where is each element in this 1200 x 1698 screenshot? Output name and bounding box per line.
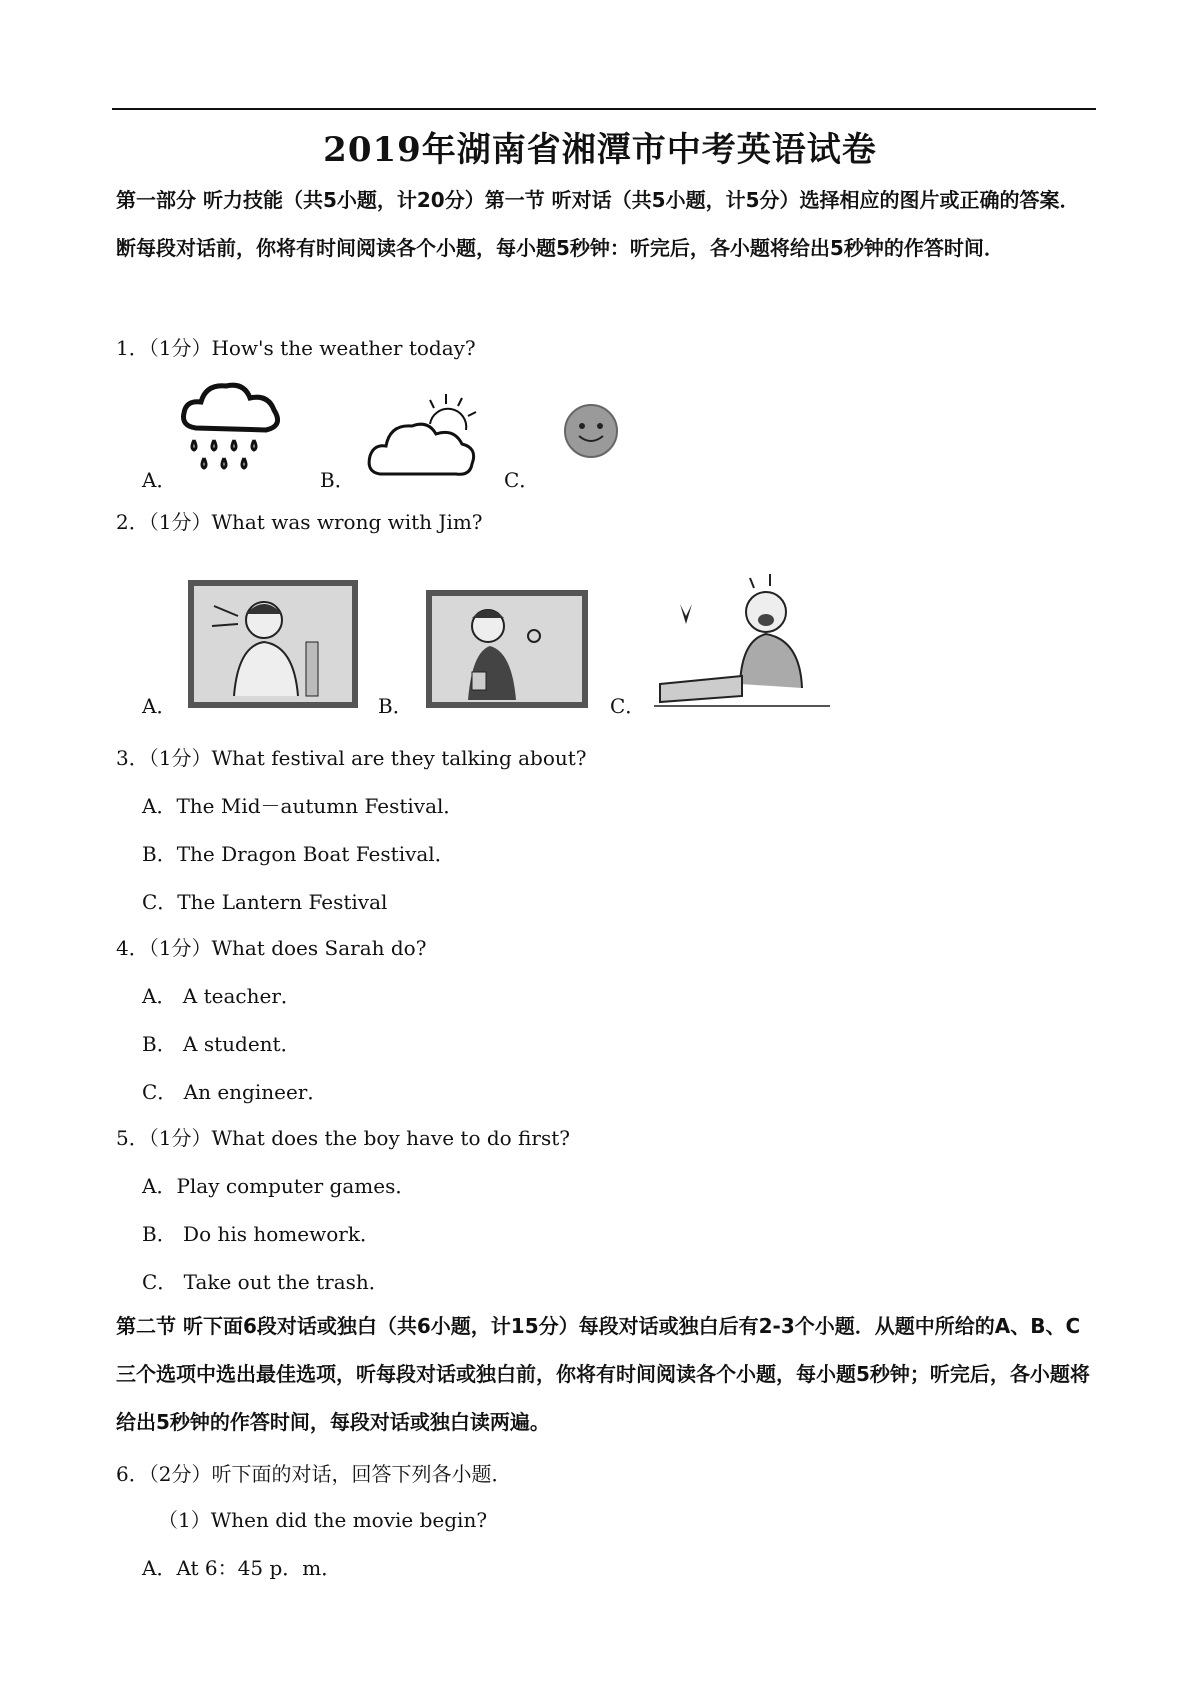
q6-option-a: A．At 6：45 p．m．	[142, 1556, 342, 1580]
question-1: 1．（1分）How's the weather today?	[116, 336, 476, 360]
q3-option-b: B．The Dragon Boat Festival．	[142, 842, 455, 866]
q5-option-a: A．Play computer games．	[142, 1174, 416, 1198]
q5-option-b: B． Do his homework．	[142, 1222, 380, 1246]
q3-option-a: A．The Mid－autumn Festival．	[142, 794, 464, 818]
question-5: 5．（1分）What does the boy have to do first?	[116, 1126, 570, 1150]
q1-option-b-label: B．	[320, 468, 355, 492]
q2-option-b-label: B．	[378, 694, 413, 718]
q3-option-c: C．The Lantern Festival	[142, 890, 388, 914]
q6-sub-question-1: （1）When did the movie begin?	[158, 1508, 488, 1532]
q4-option-a: A． A teacher．	[142, 984, 301, 1008]
rain-cloud-icon	[176, 378, 286, 478]
q4-option-c: C． An engineer．	[142, 1080, 328, 1104]
question-6: 6．（2分）听下面的对话，回答下列各小题．	[116, 1462, 512, 1486]
q2-option-a-label: A．	[142, 694, 177, 718]
question-2: 2．（1分）What was wrong with Jim?	[116, 510, 483, 534]
top-rule	[112, 108, 1096, 110]
sick-person-icon	[426, 590, 588, 708]
q1-option-c-label: C．	[504, 468, 540, 492]
partly-sunny-icon	[366, 390, 486, 482]
q4-option-b: B． A student．	[142, 1032, 301, 1056]
page-title: 2019年湖南省湘潭市中考英语试卷	[323, 130, 877, 170]
part1-heading: 第一部分 听力技能（共5小题，计20分）第一节 听对话（共5小题，计5分）选择相应的图片或正确的答案．断每段对话前，你将有时间阅读各个小题，每小题5秒钟：听完后，各小题将给出5秒钟的作答时间．	[116, 188, 1080, 260]
part2-heading: 第二节 听下面6段对话或独白（共6小题，计15分）每段对话或独白后有2-3个小题．从题中所给的A、B、C三个选项中选出最佳选项，听每段对话或独白前，你将有时间阅读各个小题，每小题5秒钟；听完后，各小题将给出5秒钟的作答时间，每段对话或独白读两遍。	[116, 1314, 1090, 1434]
q2-option-c-label: C．	[610, 694, 646, 718]
q5-option-c: C． Take out the trash．	[142, 1270, 389, 1294]
sneezing-person-icon	[188, 580, 358, 708]
question-4: 4．（1分）What does Sarah do?	[116, 936, 427, 960]
smiling-moon-icon	[562, 402, 620, 460]
q1-option-a-label: A．	[142, 468, 177, 492]
hurt-leg-person-icon	[650, 564, 840, 712]
question-3: 3．（1分）What festival are they talking about?	[116, 746, 587, 770]
